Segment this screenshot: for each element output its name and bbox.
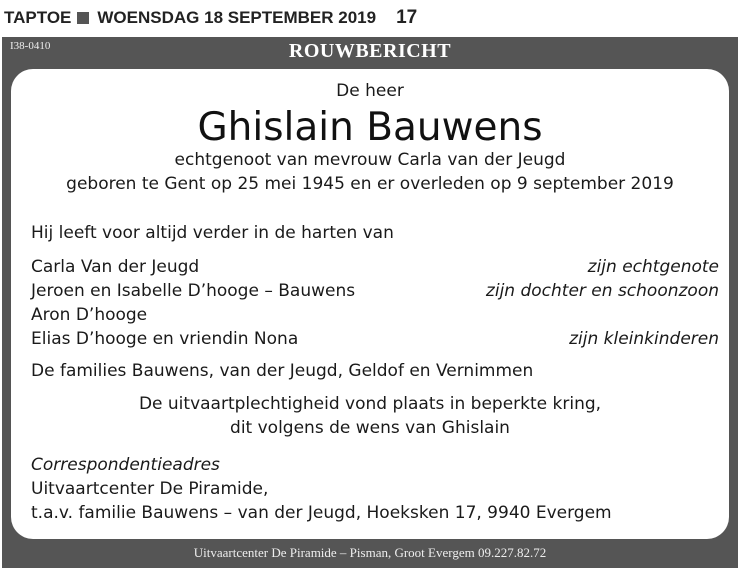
funeral-line-2: dit volgens de wens van Ghislain xyxy=(230,418,510,438)
obituary-card xyxy=(11,69,729,539)
deceased-name: Ghislain Bauwens xyxy=(197,105,543,150)
funeral-line-1: De uitvaartplechtigheid vond plaats in beperkte kring, xyxy=(138,394,602,414)
relative-relation: zijn kleinkinderen xyxy=(569,329,719,349)
correspondence-line-2: t.a.v. familie Bauwens – van der Jeugd, Hoeksken 17, 9940 Evergem xyxy=(31,503,612,523)
funeral-home-footer: Uitvaartcenter De Piramide – Pisman, Groot Evergem 09.227.82.72 xyxy=(193,545,547,560)
obituary-frame xyxy=(2,37,738,568)
square-bullet-icon xyxy=(77,12,89,24)
ad-reference-code: I38-0410 xyxy=(10,40,51,52)
relative-name: Jeroen en Isabelle D’hooge – Bauwens xyxy=(31,281,356,301)
relative-relation: zijn echtgenote xyxy=(587,257,719,277)
relative-relation: zijn dochter en schoonzoon xyxy=(485,281,719,301)
spouse-line: echtgenoot van mevrouw Carla van der Jeugd xyxy=(174,150,566,170)
newspaper-masthead xyxy=(4,6,417,30)
correspondence-line-1: Uitvaartcenter De Piramide, xyxy=(31,479,269,499)
relative-name: Aron D’hooge xyxy=(31,305,148,325)
relative-name: Carla Van der Jeugd xyxy=(31,257,200,277)
relative-name: Elias D’hooge en vriendin Nona xyxy=(31,329,299,349)
page-number: 17 xyxy=(396,7,418,28)
families-line: De families Bauwens, van der Jeugd, Geldof en Vernimmen xyxy=(31,361,534,381)
issue-date: WOENSDAG 18 SEPTEMBER 2019 xyxy=(97,8,377,27)
title-prefix: De heer xyxy=(336,81,404,101)
intro-line: Hij leeft voor altijd verder in de harten van xyxy=(31,223,394,243)
obituary-banner: ROUWBERICHT xyxy=(288,40,452,62)
correspondence-label: Correspondentieadres xyxy=(31,455,220,475)
paper-name: TAPTOE xyxy=(4,8,72,27)
birth-death-line: geboren te Gent op 25 mei 1945 en er overleden op 9 september 2019 xyxy=(66,174,674,194)
